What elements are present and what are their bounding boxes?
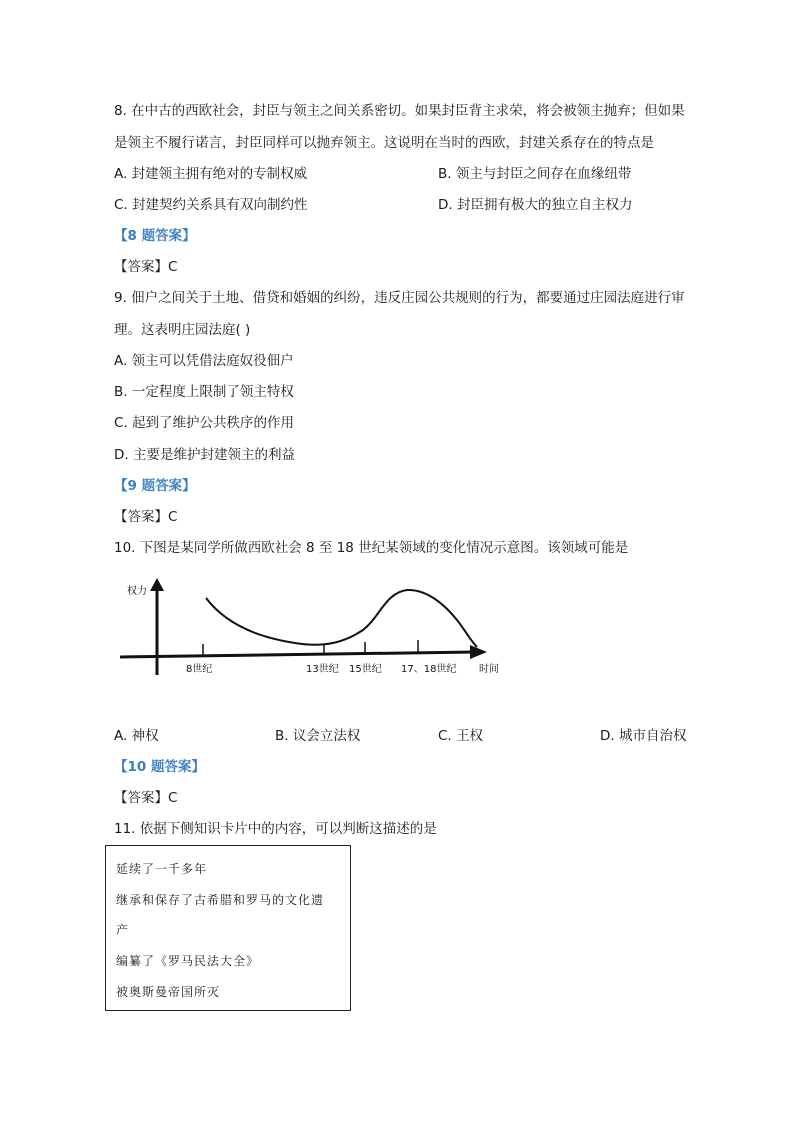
q10-option-c: C. 王权 — [438, 728, 484, 744]
chart-x-label: 时间 — [479, 664, 499, 675]
q9-option-d: D. 主要是维护封建领主的利益 — [114, 447, 295, 463]
chart-y-axis-arrow — [150, 578, 164, 591]
q9-answer-header: 【9 题答案】 — [114, 478, 196, 494]
chart-xtick-label-1: 13世纪 — [306, 664, 339, 675]
card-line-1: 延续了一千多年 — [116, 862, 208, 876]
q10-answer: 【答案】C — [114, 790, 178, 806]
card-line-3: 产 — [116, 923, 130, 937]
q9-stem-line1: 9. 佃户之间关于土地、借贷和婚姻的纠纷，违反庄园公共规则的行为，都要通过庄园法庭进行审 — [114, 290, 685, 306]
q10-stem: 10. 下图是某同学所做西欧社会 8 至 18 世纪某领域的变化情况示意图。该领域可能是 — [114, 540, 629, 556]
q10-chart — [115, 575, 515, 685]
q8-stem-line1: 8. 在中古的西欧社会，封臣与领主之间关系密切。如果封臣背主求荣，将会被领主抛弃；但如果 — [114, 103, 685, 119]
chart-xtick-label-3: 17、18世纪 — [401, 664, 457, 675]
q10-option-b: B. 议会立法权 — [275, 728, 361, 744]
q8-option-d: D. 封臣拥有极大的独立自主权力 — [438, 197, 633, 213]
chart-series-line — [206, 590, 477, 647]
q8-stem-line2: 是领主不履行诺言，封臣同样可以抛弃领主。这说明在当时的西欧，封建关系存在的特点是 — [114, 135, 654, 151]
q8-option-c: C. 封建契约关系具有双向制约性 — [114, 197, 308, 213]
q10-option-a: A. 神权 — [114, 728, 159, 744]
q9-stem-line2: 理。这表明庄园法庭( ) — [114, 322, 251, 338]
chart-y-label: 权力 — [127, 586, 147, 597]
chart-x-axis — [120, 652, 475, 657]
q9-option-c: C. 起到了维护公共秩序的作用 — [114, 415, 295, 431]
q8-option-b: B. 领主与封臣之间存在血缘纽带 — [438, 166, 632, 182]
chart-xtick-label-2: 15世纪 — [349, 664, 382, 675]
q10-option-d: D. 城市自治权 — [600, 728, 687, 744]
q9-answer: 【答案】C — [114, 509, 178, 525]
q8-option-a: A. 封建领主拥有绝对的专制权威 — [114, 166, 308, 182]
q9-option-b: B. 一定程度上限制了领主特权 — [114, 384, 294, 400]
chart-xtick-label-0: 8世纪 — [186, 664, 213, 675]
card-line-4: 编纂了《罗马民法大全》 — [116, 954, 260, 968]
q8-answer: 【答案】C — [114, 259, 178, 275]
knowledge-card — [105, 845, 351, 1011]
q11-stem: 11. 依据下侧知识卡片中的内容，可以判断这描述的是 — [114, 821, 437, 837]
card-line-2: 继承和保存了古希腊和罗马的文化遗 — [116, 893, 325, 907]
q9-option-a: A. 领主可以凭借法庭奴役佃户 — [114, 353, 294, 369]
q8-answer-header: 【8 题答案】 — [114, 228, 196, 244]
chart-x-axis-arrow — [470, 645, 487, 659]
q10-answer-header: 【10 题答案】 — [114, 759, 205, 775]
card-line-5: 被奥斯曼帝国所灭 — [116, 985, 221, 999]
